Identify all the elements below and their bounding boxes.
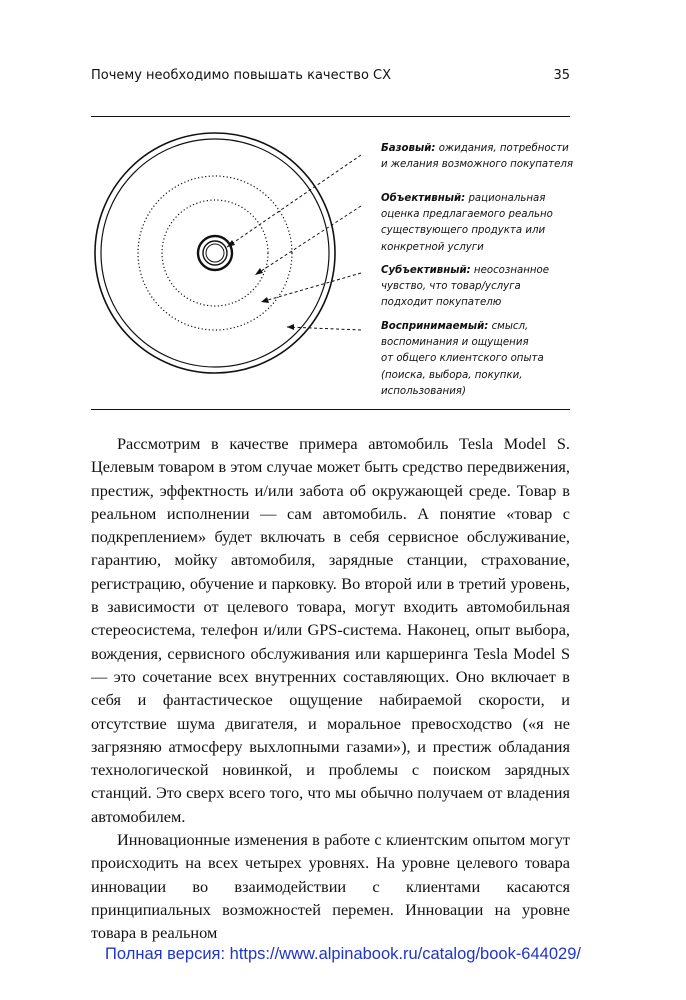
label-objective-term: Объективный: [381, 193, 466, 204]
pointer-arrows [227, 155, 361, 330]
label-perceived-line: смысл, [491, 321, 529, 332]
label-objective-line: рациональная [468, 193, 546, 204]
label-perceived-term: Воспринимаемый: [381, 321, 489, 332]
label-objective [381, 191, 573, 256]
page-number: 35 [553, 68, 570, 83]
arrowhead-subjective [261, 297, 269, 303]
running-header-title: Почему необходимо повышать качество CX [91, 68, 392, 83]
full-version-link[interactable]: Полная версия: https://www.alpinabook.ru/catalog/book-644029/ [105, 945, 581, 963]
core-ring-mid [203, 241, 227, 265]
arrow-perceived [287, 327, 361, 330]
label-basic-line: и желания возможного покупателя [381, 159, 573, 171]
label-subjective-line: подходит покупателю [381, 297, 502, 309]
body-text [91, 432, 570, 945]
arrow-heads [227, 240, 294, 330]
subjective-ring [138, 176, 292, 330]
arrow-subjective [261, 273, 361, 302]
label-basic [381, 141, 573, 173]
core-ring-inner [206, 244, 224, 262]
label-perceived-line: (поиска, выбора, покупки, [381, 369, 523, 381]
label-perceived [381, 319, 573, 400]
top-rule [91, 116, 570, 117]
paragraph: Рассмотрим в качестве примера автомобиль Tesla Model S. Целевым товаром в этом случае может быть средство передвижения, престиж, эффектность и/или забота об окружающей среде. Товар в реальном исполнении — сам автомобиль. А понятие «товар с подкреплением» будет включать в себя сервисное обслуживание, гарантию, мойку автомобиля, зарядные станции, страхование, регистрацию, обучение и парковку. Во второй или в третий уровень, в зависимости от целевого товара, могут входить автомобильная стереосистема, телефон и/или GPS-система. Наконец, опыт выбора, вождения, сервисного обслуживания или каршеринга Tesla Model S — это сочетание всех внутренних составляющих. Оно включает в себя и фантастическое ощущение набираемой скорости, и отсутствие шума двигателя, и моральное превосходство («я не загрязняю атмосферу выхлопными газами»), и престиж обладания технологической новинкой, и проблемы с поиском зарядных станций. Это сверх всего того, что мы обычно получаем от владения автомобилем. [91, 434, 570, 826]
bottom-rule [91, 409, 570, 410]
label-objective-line: конкретной услуги [381, 241, 484, 253]
label-objective-line: существующего продукта или [381, 225, 546, 237]
objective-ring [162, 200, 268, 306]
concentric-circles-diagram [91, 118, 381, 408]
paragraph: Инновационные изменения в работе с клиентским опытом могут происходить на всех четырех уровнях. На уровне целевого товара инновации во взаимодействии с клиентами касаются принципиальных возможностей перемен. Инновации на уровне товара в реальном [91, 830, 570, 943]
label-subjective-term: Субъективный: [381, 265, 471, 276]
outer-ring-2 [101, 139, 329, 367]
outer-ring-1 [95, 133, 335, 373]
label-perceived-line: от общего клиентского опыта [381, 353, 544, 365]
label-subjective-line: чувство, что товар/услуга [381, 281, 521, 293]
label-subjective-line: неосознанное [473, 265, 550, 276]
label-basic-line: ожидания, потребности [438, 143, 569, 154]
arrowhead-objective [255, 268, 263, 275]
arrow-basic [227, 155, 361, 247]
label-perceived-line: использования) [381, 385, 466, 397]
running-header [91, 68, 570, 88]
arrowhead-perceived [287, 324, 294, 330]
arrow-objective [255, 206, 361, 275]
label-objective-line: оценка предлагаемого реально [381, 209, 553, 221]
label-subjective [381, 263, 573, 312]
label-basic-term: Базовый: [381, 143, 436, 154]
label-perceived-line: воспоминания и ощущения [381, 337, 529, 349]
